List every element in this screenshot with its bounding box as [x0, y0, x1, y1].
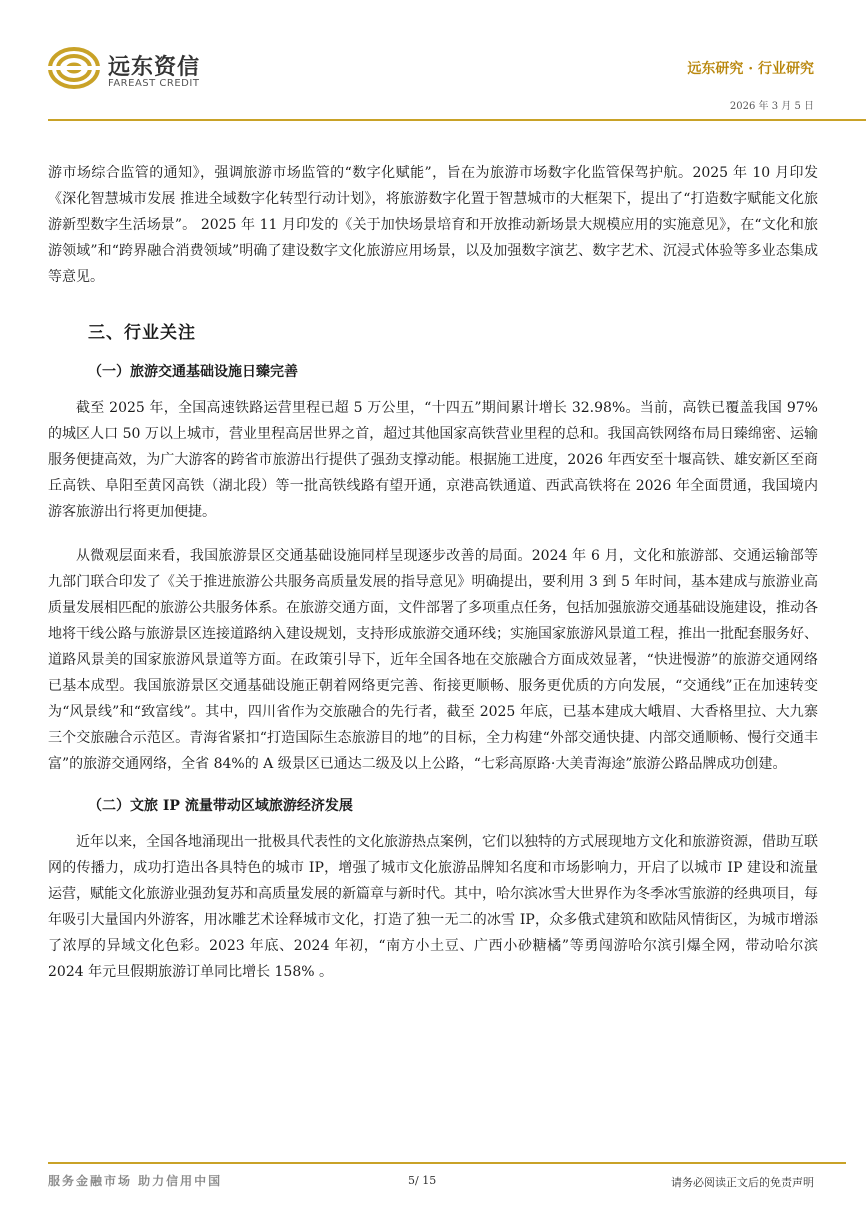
page-number: 5/ 15 — [408, 1174, 437, 1187]
fareast-logo-icon — [48, 46, 100, 90]
paragraph-city-ip: 近年以来，全国各地涌现出一批极具代表性的文化旅游热点案例，它们以独特的方式展现地方文化和旅游资源，借助互联网的传播力，成功打造出各具特色的城市 IP，增强了城市文化旅游品牌知名度和市场影响力，开启了以城市 IP 建设和流量运营，赋能文化旅游业强劲复苏和高质量发展的新篇章与新时代。其中，哈尔滨冰雪大世界作为冬季冰雪旅游的经典项目，每年吸引大量国内外游客，用冰雕艺术诠释城市文化，打造了独一无二的冰雪 IP，众多俄式建筑和欧陆风情街区，为城市增添了浓厚的异域文化色彩。2023 年底、2024 年初，“南方小土豆、广西小砂糖橘”等勇闯游哈尔滨引爆全网，带动哈尔滨 2024 年元旦假期旅游订单同比增长 158% 。 — [48, 834, 818, 980]
header-divider — [48, 119, 866, 121]
report-date: 2026 年 3 月 5 日 — [729, 101, 814, 112]
page-header — [0, 0, 866, 120]
brand-name-cn: 远东资信 — [108, 55, 201, 80]
heading-industry-focus: 三、行业关注 — [88, 323, 196, 343]
document-body — [48, 160, 818, 1003]
footer-divider — [48, 1162, 846, 1164]
footer-disclaimer: 请务必阅读正文后的免责声明 — [671, 1176, 814, 1189]
brand-name-en: FAREAST CREDIT — [108, 78, 200, 89]
paragraph-intro: 游市场综合监管的通知》，强调旅游市场监管的“数字化赋能”，旨在为旅游市场数字化监管保驾护航。2025 年 10 月印发《深化智慧城市发展 推进全域数字化转型行动计划》，将旅游数字化置于智慧城市的大框架下，提出了“打造数字赋能文化旅游新型数字生活场景”。 2025 年 11 月印发的《关于加快场景培育和开放推动新场景大规模应用的实施意见》，在“文化和旅游领域”和“跨界融合消费领域”明确了建设数字文化旅游应用场景，以及加强数字演艺、数字艺术、沉浸式体验等多业态集成等意见。 — [48, 165, 818, 285]
section-title: 远东研究 · 行业研究 — [687, 61, 814, 77]
subheading-tourism-ip: （二）文旅 IP 流量带动区域旅游经济发展 — [88, 798, 353, 814]
paragraph-high-speed-rail: 截至 2025 年，全国高速铁路运营里程已超 5 万公里，“十四五”期间累计增长 32.98%。当前，高铁已覆盖我国 97%的城区人口 50 万以上城市，营业里程高居世界之首，超过其他国家高铁营业里程的总和。我国高铁网络布局日臻绵密、运输服务便捷高效，为广大游客的跨省市旅游出行提供了强劲支撑动能。根据施工进度，2026 年西安至十堰高铁、雄安新区至商丘高铁、阜阳至黄冈高铁（湖北段）等一批高铁线路有望开通，京港高铁通道、西武高铁将在 2026 年全面贯通，我国境内游客旅游出行将更加便捷。 — [48, 400, 818, 520]
paragraph-scenic-transport: 从微观层面来看，我国旅游景区交通基础设施同样呈现逐步改善的局面。2024 年 6 月，文化和旅游部、交通运输部等九部门联合印发了《关于推进旅游公共服务高质量发展的指导意见》明确提出，要利用 3 到 5 年时间，基本建成与旅游业高质量发展相匹配的旅游公共服务体系。在旅游交通方面，文件部署了多项重点任务，包括加强旅游交通基础设施建设，推动各地将干线公路与旅游景区连接道路纳入建设规划，支持形成旅游交通环线；实施国家旅游风景道工程，推出一批配套服务好、道路风景美的国家旅游风景道等方面。在政策引导下，近年全国各地在交旅融合方面成效显著，“快进慢游”的旅游交通网络已基本成型。我国旅游景区交通基础设施正朝着网络更完善、衔接更顺畅、服务更优质的方向发展，“交通线”正在加速转变为“风景线”和“致富线”。其中，四川省作为交旅融合的先行者，截至 2025 年底，已基本建成大峨眉、大香格里拉、大九寨三个交旅融合示范区。青海省紧扣“打造国际生态旅游目的地”的目标，全力构建“外部交通快捷、内部交通顺畅、慢行交通丰富”的旅游交通网络，全省 84%的 A 级景区已通达二级及以上公路，“七彩高原路·大美青海途”旅游公路品牌成功创建。 — [48, 548, 818, 772]
subheading-transport-infrastructure: （一）旅游交通基础设施日臻完善 — [88, 364, 298, 380]
footer-slogan: 服务金融市场 助力信用中国 — [48, 1174, 223, 1188]
